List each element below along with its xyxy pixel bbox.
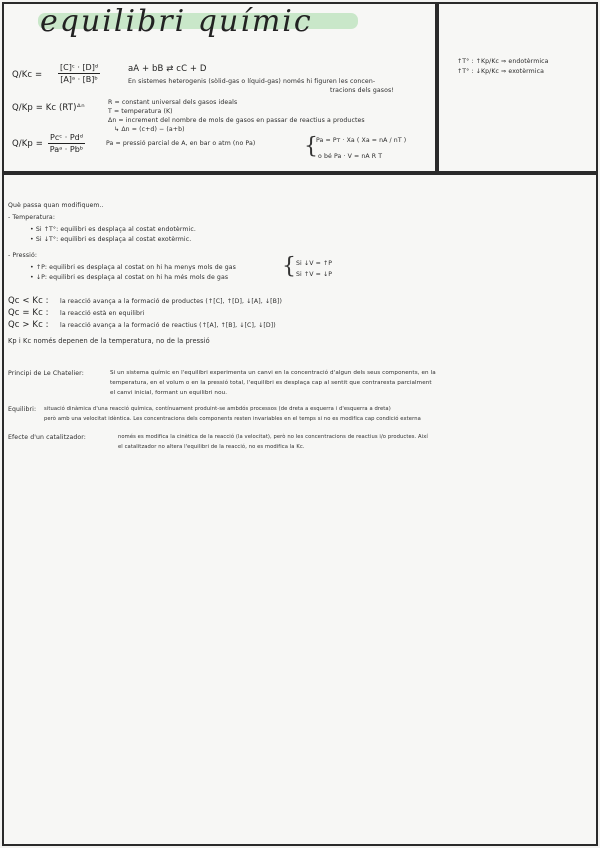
temperature-item-1: • Si ↑T°: equilibri es desplaça al costat endotèrmic.	[30, 226, 196, 233]
le-chatelier-line-2: temperatura, en el volum o en la pressió total, l'equilibri es desplaça cap al sentit que contraresta parcialment	[110, 380, 432, 386]
kc-denominator: [A]ᵃ · [B]ᵇ	[60, 75, 98, 84]
pressure-volume-rule-2: Si ↑V = ↓P	[296, 271, 333, 278]
qc-greater-kc-text: la reacció avança a la formació de reactius (↑[A], ↑[B], ↓[C], ↓[D])	[60, 322, 276, 329]
le-chatelier-heading: Principi de Le Chatelier:	[8, 370, 84, 377]
page-title: equilibri químic	[40, 4, 313, 39]
partial-pressure-formula-2: o bé Pa · V = nA R T	[318, 153, 383, 160]
partial-pressure-brace: {	[304, 134, 318, 159]
kc-numerator: [C]ᶜ · [D]ᵈ	[60, 63, 99, 72]
pressure-item-2: • ↓P: equilibri es desplaça al costat on hi ha més mols de gas	[30, 274, 229, 281]
pressure-brace: {	[282, 254, 296, 279]
kp-kc-temperature-note: Kp i Kc només depenen de la temperatura, no de la pressió	[8, 337, 210, 345]
partial-pressure-formula-1: Pa = Pт · Xa ( Xa = nA / nT )	[316, 137, 407, 144]
kp-denominator: Paᵃ · Pbᵇ	[49, 145, 84, 154]
pressure-item-1: • ↑P: equilibri es desplaça al costat on hi ha menys mols de gas	[30, 264, 236, 271]
t-definition: T = temperatura (K)	[108, 108, 173, 115]
q-kc-label: Q/Kc =	[12, 70, 43, 80]
qc-greater-kc-label: Qc > Kc :	[8, 320, 49, 330]
le-chatelier-line-1: Si un sistema químic en l'equilibri experimenta un canvi en la concentració d'algun dels seus components, en la	[110, 370, 436, 376]
delta-n-definition: Δn = increment del nombre de mols de gasos en passar de reactius a productes	[108, 117, 365, 124]
question-heading: Què passa quan modifiquem..	[8, 202, 104, 209]
side-note-exothermic: ↑T° : ↓Kp/Kc ⇒ exotèrmica	[457, 68, 544, 75]
qc-less-kc-text: la reacció avança a la formació de productes (↑[C], ↑[D], ↓[A], ↓[B])	[60, 298, 283, 305]
pressure-volume-rule-1: Si ↓V = ↑P	[296, 260, 333, 267]
q-kp-label: Q/Kp =	[12, 139, 43, 149]
qc-less-kc-label: Qc < Kc :	[8, 296, 49, 306]
equilibrium-heading: Equilibri:	[8, 406, 37, 413]
pressure-heading: - Pressió:	[8, 252, 38, 259]
qc-equal-kc-text: la reacció està en equilibri	[60, 310, 145, 317]
side-note-endothermic: ↑T° : ↑Kp/Kc ⇒ endotèrmica	[457, 58, 549, 65]
heterogeneous-note-2: tracions dels gasos!	[330, 87, 394, 94]
reaction-equation: aA + bB ⇄ cC + D	[128, 64, 207, 74]
delta-n-formula: ↳ Δn = (c+d) − (a+b)	[114, 126, 185, 133]
heterogeneous-note-1: En sistemes heterogenis (sòlid-gas o líquid-gas) només hi figuren les concen-	[128, 78, 376, 85]
qc-equal-kc-label: Qc = Kc :	[8, 308, 49, 318]
equilibrium-line-1: situació dinàmica d'una reacció química, contínuament produint-se ambdós processos (de dreta a esquerra i d'esquerra a dreta)	[44, 406, 391, 412]
kp-numerator: Pcᶜ · Pdᵈ	[50, 133, 83, 142]
le-chatelier-line-3: el canvi inicial, formant un equilibri nou.	[110, 390, 228, 396]
q-kp-rt-formula: Q/Kp = Kc (RT)ᐞⁿ	[12, 103, 85, 113]
temperature-item-2: • Si ↓T°: equilibri es desplaça al costat exotèrmic.	[30, 236, 192, 243]
kp-fraction	[48, 133, 85, 154]
kc-fraction	[58, 63, 100, 84]
temperature-heading: - Temperatura:	[8, 214, 55, 221]
catalyst-heading: Efecte d'un catalitzador:	[8, 434, 86, 441]
side-note-box	[437, 2, 598, 173]
catalyst-line-1: només es modifica la cinètica de la reacció (la velocitat), però no les concentracions de reactius i/o productes. Així	[118, 434, 428, 440]
equilibrium-line-2: però amb una velocitat idèntica. Les concentracions dels components resten invariables en el temps si no es modifica cap condició externa	[44, 416, 421, 422]
partial-pressure-definition: Pa = pressió parcial de A, en bar o atm (no Pa)	[106, 140, 256, 147]
r-definition: R = constant universal dels gasos ideals	[108, 99, 238, 106]
catalyst-line-2: el catalitzador no altera l'equilibri de la reacció, no es modifica la Kc.	[118, 444, 305, 450]
